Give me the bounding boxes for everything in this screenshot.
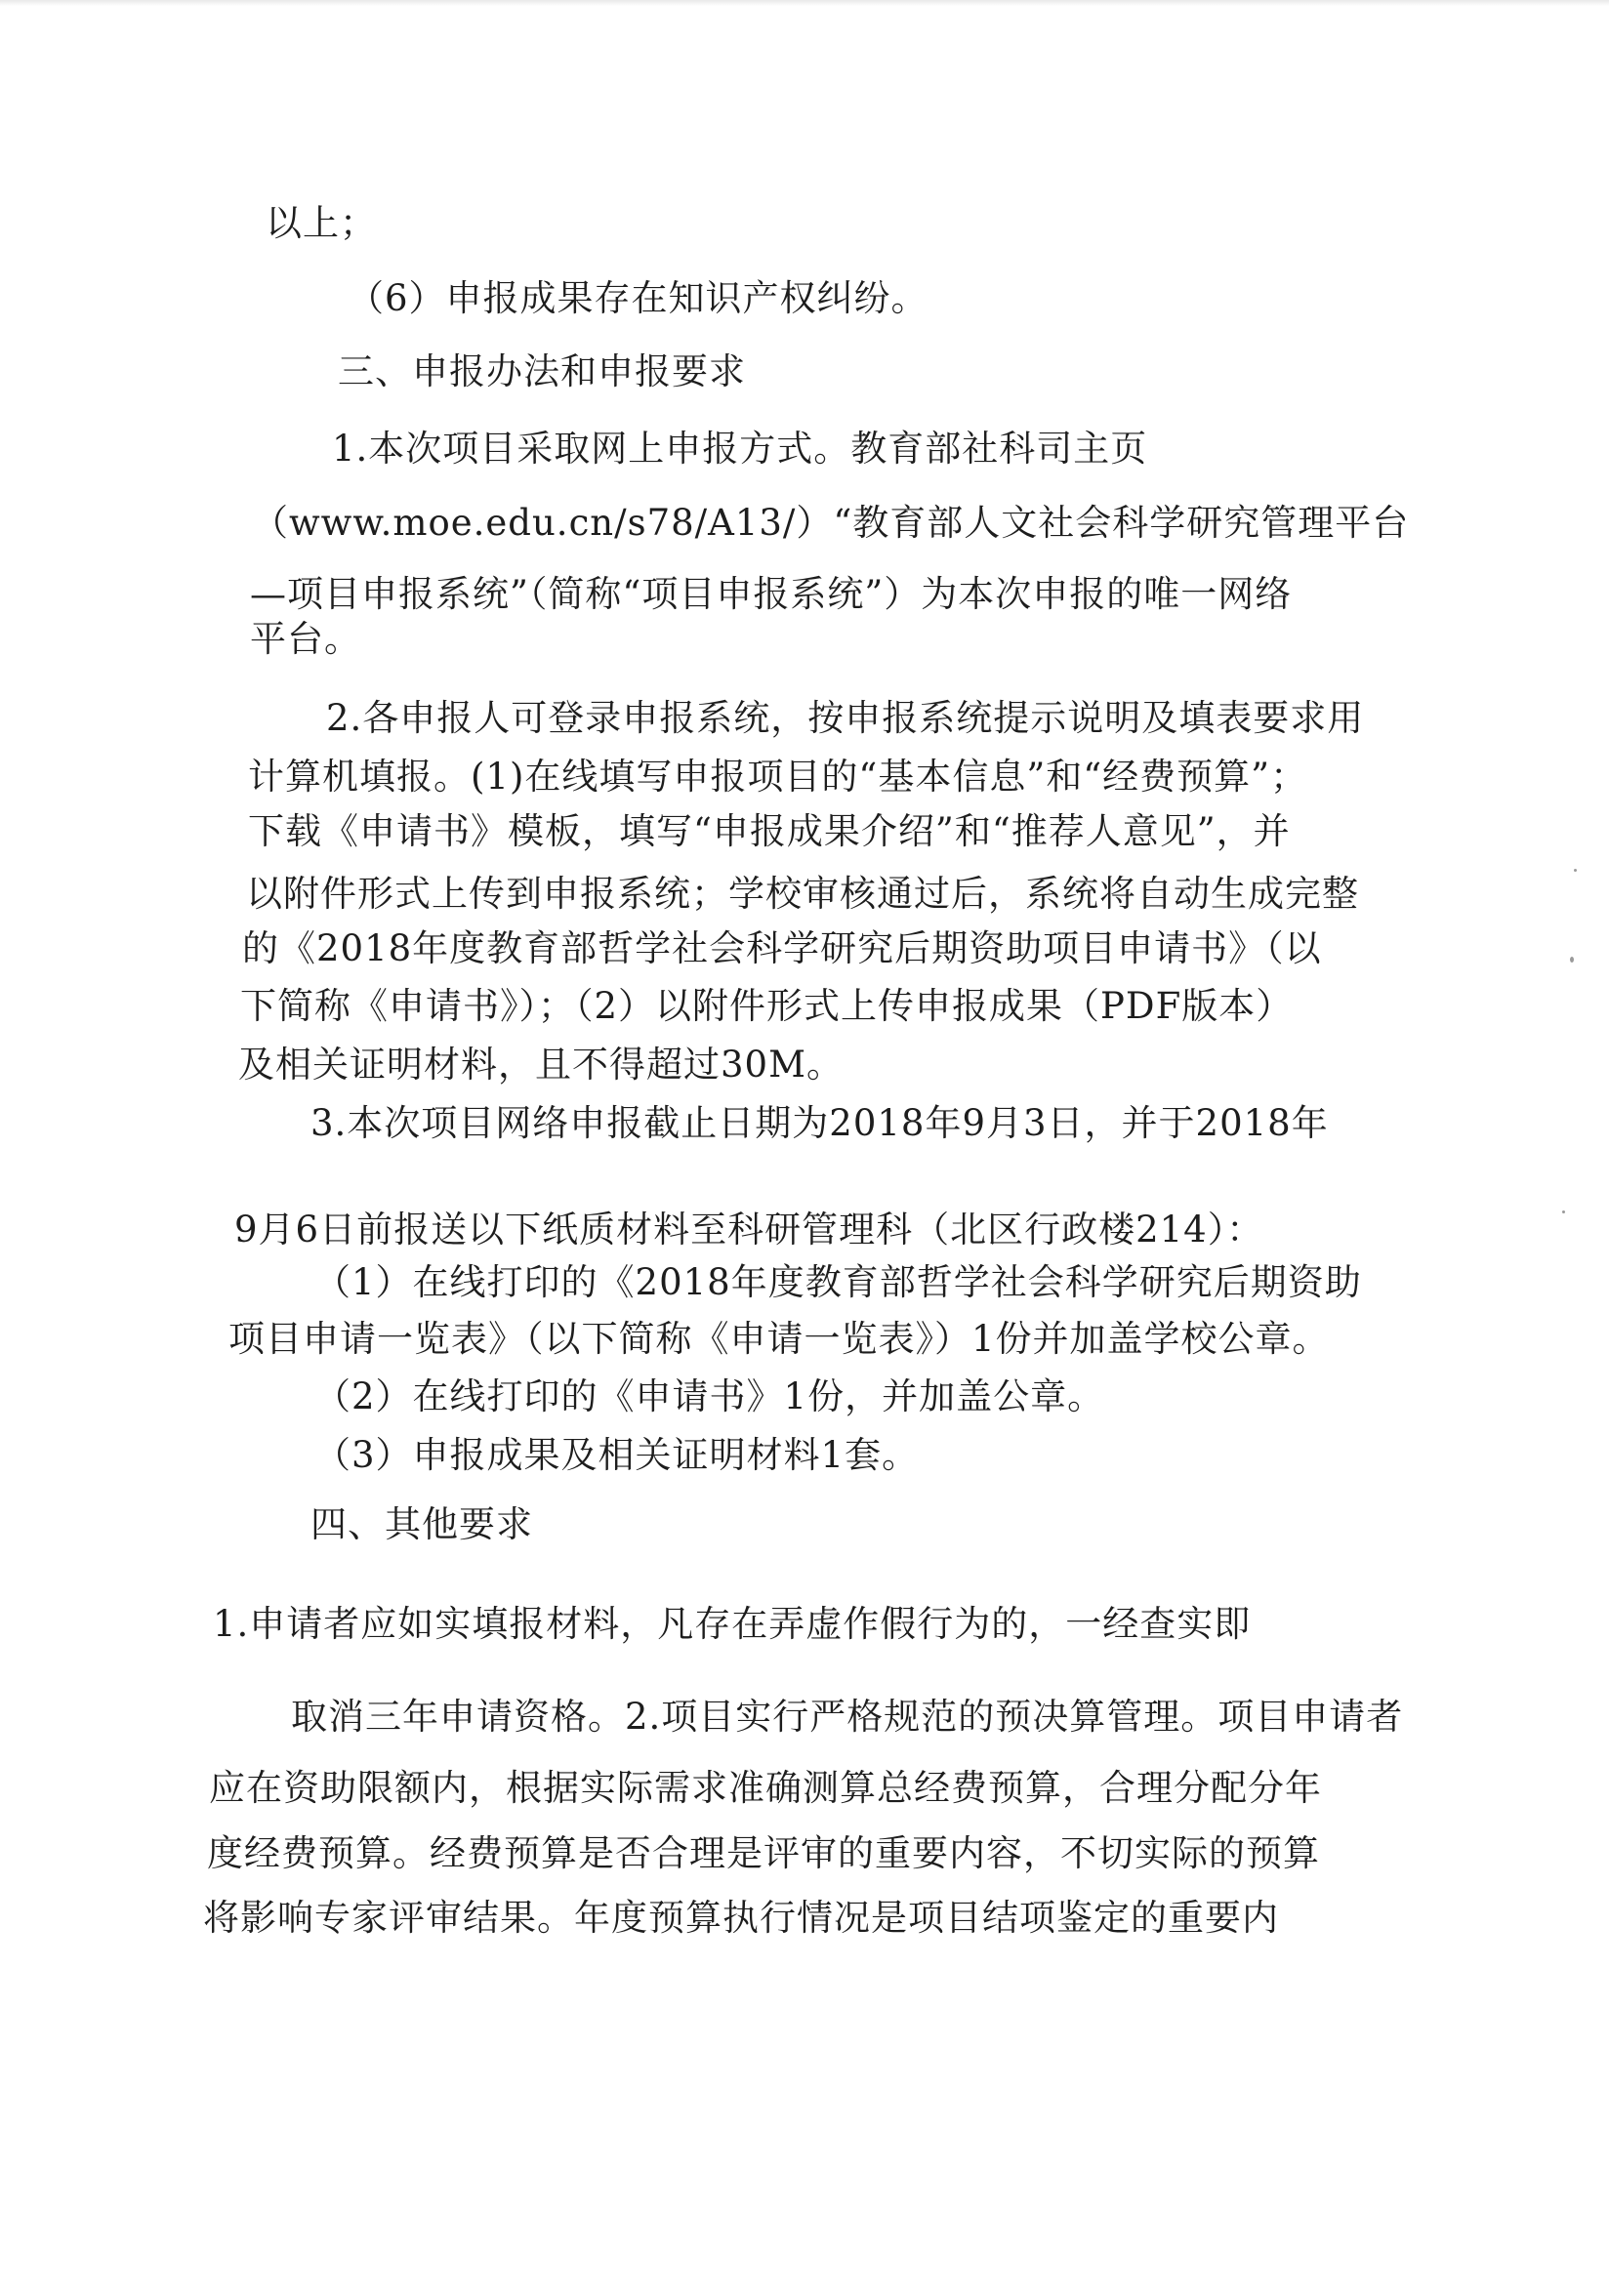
text-line: 2.各申报人可登录申报系统，按申报系统提示说明及填表要求用 [326,697,1365,739]
text-line: 下简称《申请书》）；（2）以附件形式上传申报成果（PDF版本） [240,985,1294,1027]
text-line: 项目申请一览表》（以下简称《申请一览表》）1份并加盖学校公章。 [228,1318,1330,1360]
text-line: （1）在线打印的《2018年度教育部哲学社会科学研究后期资助 [314,1261,1362,1303]
text-line: （2）在线打印的《申请书》1份，并加盖公章。 [314,1375,1105,1417]
section-heading-4: 1.申请者应如实填报材料，凡存在弄虚作假行为的，一经查实即 [213,1603,1252,1645]
text-line: 取消三年申请资格。2.项目实行严格规范的预决算管理。项目申请者 [291,1696,1404,1738]
text-line: 的《2018年度教育部哲学社会科学研究后期资助项目申请书》（以 [242,927,1322,969]
scan-speck [1574,869,1577,872]
scan-speck [1570,957,1574,963]
text-line: 1.本次项目采取网上申报方式。教育部社科司主页 [332,428,1148,470]
text-line: 将影响专家评审结果。年度预算执行情况是项目结项鉴定的重要内 [203,1897,1279,1939]
scan-speck [1562,1210,1565,1213]
text-line: 平台。 [250,618,361,660]
text-line: 以附件形式上传到申报系统；学校审核通过后，系统将自动生成完整 [246,873,1359,915]
section-heading-3: 三、申报办法和申报要求 [338,350,746,392]
scan-top-edge [0,0,1609,6]
text-line-continuation: 以上； [266,202,377,244]
text-line: 应在资助限额内，根据实际需求准确测算总经费预算，合理分配分年 [209,1767,1322,1809]
text-line-item-6: （6）申报成果存在知识产权纠纷。 [348,277,928,319]
text-line: 度经费预算。经费预算是否合理是评审的重要内容，不切实际的预算 [207,1832,1320,1874]
text-line: 四、其他要求 [310,1503,533,1545]
text-line: 下载《申请书》模板，填写“申报成果介绍”和“推荐人意见”，并 [248,810,1291,852]
text-line: 计算机填报。(1)在线填写申报项目的“基本信息”和“经费预算”； [248,756,1308,798]
text-line: —项目申报系统”（简称“项目申报系统”）为本次申报的唯一网络 [250,573,1293,615]
text-line: 及相关证明材料，且不得超过30M。 [238,1044,844,1086]
text-line: （3）申报成果及相关证明材料1套。 [314,1434,920,1476]
text-line: （www.moe.edu.cn/s78/A13/）“教育部人文社会科学研究管理平台 [252,502,1410,544]
text-line: 3.本次项目网络申报截止日期为2018年9月3日，并于2018年 [310,1102,1329,1144]
text-line: 9月6日前报送以下纸质材料至科研管理科（北区行政楼214）： [234,1209,1264,1250]
